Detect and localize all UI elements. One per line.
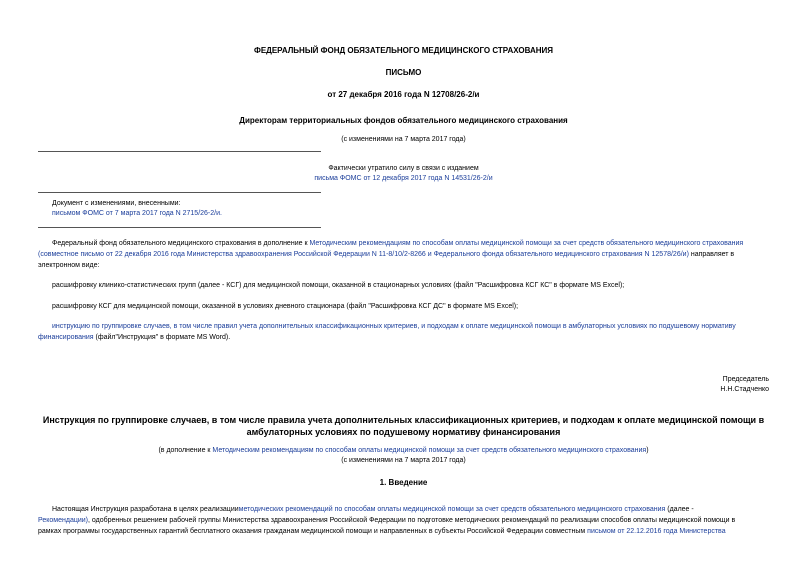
body-paragraph	[38, 239, 768, 250]
joint-letter-link[interactable]: (совместное письмо от 22 декабря 2016 года Министерства здравоохранения Российской Федерации N 11-8/10/2-8266 и Федерального фонда обязательного медицинского страхования N 12578/26/и)	[38, 251, 689, 258]
intro-paragraph	[38, 516, 768, 527]
addressee: Директорам территориальных фондов обязательного медицинского страхования	[239, 116, 568, 125]
divider	[38, 227, 321, 228]
status-note: Фактически утратило силу в связи с изданием	[328, 165, 479, 172]
list-item	[38, 333, 230, 344]
doc-date-number: от 27 декабря 2016 года N 12708/26-2/и	[327, 90, 480, 99]
divider	[38, 192, 321, 193]
supplement-link[interactable]: Методическим рекомендациям по способам оплаты медицинской помощи за счет средств обязательного медицинского страхования	[212, 447, 647, 454]
body-text: (далее -	[665, 506, 694, 513]
supplement-prefix: (в дополнение к	[158, 447, 213, 454]
body-text: (файл"Инструкция" в формате MS Word).	[93, 334, 231, 341]
joint-letter-link[interactable]: письмом от 22.12.2016 года Министерства	[587, 528, 726, 535]
methodical-recommendations-link[interactable]: Методическим рекомендациям по способам оплаты медицинской помощи за счет средств обязательного медицинского страхования	[309, 240, 744, 247]
intro-paragraph	[38, 505, 768, 516]
section-title: 1. Введение	[379, 478, 428, 487]
body-paragraph	[38, 250, 768, 261]
supplement-note	[0, 446, 807, 456]
doc-type: ПИСЬМО	[385, 68, 422, 77]
list-item: расшифровку клинико-статистических групп (далее - КСГ) для медицинской помощи, оказанной в стационарных условиях (файл "Расшифровка КСГ КС" в формате MS Excel);	[52, 282, 625, 289]
status-link[interactable]: письма ФОМС от 12 декабря 2017 года N 14531/26-2/и	[314, 175, 493, 182]
body-text: Федеральный фонд обязательного медицинского страхования в дополнение к	[52, 240, 310, 247]
signature-title: Председатель	[722, 376, 769, 383]
instruction-title: Инструкция по группировке случаев, в том числе правила учета дополнительных классификационных критериев, и подходам к оплате медицинской помощи в	[42, 415, 765, 425]
instruction-link[interactable]: финансирования	[38, 334, 94, 341]
amendments-link[interactable]: письмом ФОМС от 7 марта 2017 года N 2715/26-2/и.	[52, 210, 222, 217]
instruction-title: амбулаторных условиях по подушевому нормативу финансирования	[246, 427, 561, 437]
instruction-link[interactable]: инструкцию по группировке случаев, в том числе правил учета дополнительных классификационных критериев, и подходам к оплате медицинской помощи в амбулаторных условиях по подушевому нормативу	[52, 323, 736, 330]
divider	[38, 151, 321, 152]
changes-note: (с изменениями на 7 марта 2017 года)	[341, 457, 466, 464]
org-title: ФЕДЕРАЛЬНЫЙ ФОНД ОБЯЗАТЕЛЬНОГО МЕДИЦИНСКОГО СТРАХОВАНИЯ	[253, 46, 553, 55]
body-text: Настоящая Инструкция разработана в целях реализации	[52, 506, 239, 513]
list-item: расшифровку КСГ для медицинской помощи, оказанной в условиях дневного стационара (файл "Расшифровка КСГ ДС" в формате MS Excel);	[52, 303, 519, 310]
signature-name: Н.Н.Стадченко	[720, 386, 769, 393]
intro-paragraph	[38, 527, 768, 538]
body-text: направляет в	[688, 251, 735, 258]
changes-note: (с изменениями на 7 марта 2017 года)	[341, 136, 466, 143]
recommendations-link[interactable]: методических рекомендаций по способам оплаты медицинской помощи за счет средств обязательного медицинского страхования	[238, 506, 666, 513]
body-text: , одобренных решением рабочей группы Министерства здравоохранения Российской Федерации по подготовке методических рекомендаций по реализации способов оплаты медицинской помощи в	[88, 517, 736, 524]
amendments-label: Документ с изменениями, внесенными:	[52, 200, 181, 207]
body-text: рамках программы государственных гарантий бесплатного оказания гражданам медицинской помощи и направленных в субъекты Российской Федерации совместным	[38, 528, 588, 535]
body-text: электронном виде:	[38, 262, 100, 269]
recommendations-link[interactable]: Рекомендации)	[38, 517, 88, 524]
supplement-suffix: )	[646, 447, 649, 454]
